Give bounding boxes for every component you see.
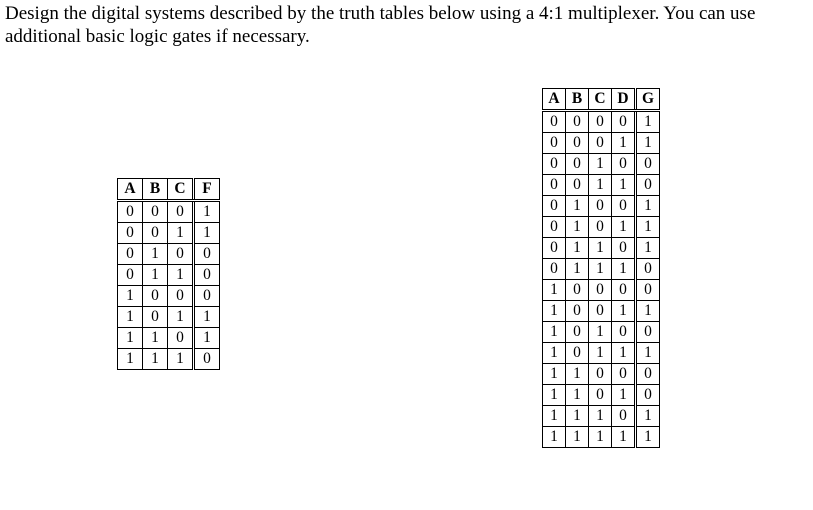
input-cell: 1 xyxy=(168,307,194,328)
truth-table-f xyxy=(117,178,220,370)
table-row xyxy=(118,244,220,265)
input-cell: 0 xyxy=(543,196,566,217)
input-cell: 0 xyxy=(566,133,589,154)
input-cell: 1 xyxy=(589,343,612,364)
input-cell: 0 xyxy=(612,238,636,259)
input-cell: 1 xyxy=(612,301,636,322)
input-cell: 0 xyxy=(543,238,566,259)
input-cell: 1 xyxy=(543,280,566,301)
input-cell: 0 xyxy=(143,201,168,223)
table-row xyxy=(118,223,220,244)
input-cell: 1 xyxy=(168,349,194,370)
input-cell: 1 xyxy=(168,265,194,286)
input-cell: 1 xyxy=(566,406,589,427)
input-cell: 0 xyxy=(543,133,566,154)
table-row xyxy=(543,343,660,364)
input-cell: 1 xyxy=(612,385,636,406)
input-cell: 0 xyxy=(566,322,589,343)
output-cell: 1 xyxy=(636,133,660,154)
table-row xyxy=(543,133,660,154)
table-row xyxy=(543,238,660,259)
input-cell: 0 xyxy=(543,111,566,133)
input-cell: 1 xyxy=(168,223,194,244)
input-cell: 0 xyxy=(589,217,612,238)
input-cell: 0 xyxy=(566,154,589,175)
input-cell: 1 xyxy=(118,328,143,349)
input-cell: 1 xyxy=(143,244,168,265)
input-cell: 1 xyxy=(566,385,589,406)
output-cell: 1 xyxy=(636,238,660,259)
input-cell: 0 xyxy=(589,301,612,322)
input-cell: 0 xyxy=(589,196,612,217)
input-cell: 0 xyxy=(589,280,612,301)
input-cell: 0 xyxy=(612,406,636,427)
input-cell: 0 xyxy=(589,133,612,154)
problem-statement: Design the digital systems described by the truth tables below using a 4:1 multiplexer. You can use additional basic logic gates if necessary. xyxy=(5,3,756,47)
input-cell: 1 xyxy=(589,175,612,196)
output-cell: 1 xyxy=(194,328,220,349)
input-cell: 1 xyxy=(566,427,589,448)
input-cell: 1 xyxy=(543,385,566,406)
output-cell: 0 xyxy=(636,175,660,196)
input-cell: 0 xyxy=(566,280,589,301)
output-cell: 0 xyxy=(636,364,660,385)
input-cell: 0 xyxy=(143,223,168,244)
input-cell: 1 xyxy=(612,427,636,448)
input-cell: 1 xyxy=(118,307,143,328)
input-cell: 1 xyxy=(143,328,168,349)
output-cell: 0 xyxy=(636,322,660,343)
input-cell: 1 xyxy=(612,259,636,280)
input-cell: 0 xyxy=(543,259,566,280)
input-cell: 0 xyxy=(118,265,143,286)
input-cell: 1 xyxy=(566,238,589,259)
output-cell: 0 xyxy=(194,265,220,286)
output-cell: 0 xyxy=(636,259,660,280)
table-row xyxy=(543,111,660,133)
column-header-c: C xyxy=(589,89,612,111)
output-cell: 1 xyxy=(636,301,660,322)
output-cell: 0 xyxy=(194,286,220,307)
output-cell: 1 xyxy=(636,217,660,238)
input-cell: 0 xyxy=(566,111,589,133)
table-row xyxy=(118,349,220,370)
input-cell: 1 xyxy=(543,343,566,364)
column-header-c: C xyxy=(168,179,194,201)
output-cell: 1 xyxy=(636,196,660,217)
input-cell: 0 xyxy=(118,223,143,244)
table-row xyxy=(543,259,660,280)
table-row xyxy=(118,201,220,223)
input-cell: 1 xyxy=(589,238,612,259)
input-cell: 1 xyxy=(589,322,612,343)
column-header-b: B xyxy=(143,179,168,201)
input-cell: 0 xyxy=(543,154,566,175)
input-cell: 0 xyxy=(566,175,589,196)
input-cell: 1 xyxy=(566,217,589,238)
input-cell: 1 xyxy=(612,217,636,238)
table-header-row xyxy=(118,179,220,201)
input-cell: 0 xyxy=(612,322,636,343)
table-row xyxy=(118,286,220,307)
output-cell: 1 xyxy=(636,427,660,448)
input-cell: 0 xyxy=(168,244,194,265)
table-row xyxy=(543,427,660,448)
input-cell: 1 xyxy=(143,265,168,286)
input-cell: 0 xyxy=(612,196,636,217)
input-cell: 0 xyxy=(543,175,566,196)
output-cell: 1 xyxy=(194,307,220,328)
input-cell: 0 xyxy=(168,286,194,307)
table-row xyxy=(118,328,220,349)
output-cell: 0 xyxy=(636,154,660,175)
column-header-a: A xyxy=(118,179,143,201)
input-cell: 0 xyxy=(612,111,636,133)
table-row xyxy=(543,301,660,322)
input-cell: 0 xyxy=(543,217,566,238)
input-cell: 0 xyxy=(612,364,636,385)
input-cell: 1 xyxy=(566,196,589,217)
output-cell: 1 xyxy=(636,111,660,133)
input-cell: 1 xyxy=(589,427,612,448)
input-cell: 1 xyxy=(566,364,589,385)
input-cell: 1 xyxy=(612,343,636,364)
table-row xyxy=(118,307,220,328)
table-row xyxy=(118,265,220,286)
input-cell: 0 xyxy=(566,301,589,322)
column-header-g: G xyxy=(636,89,660,111)
output-cell: 0 xyxy=(194,349,220,370)
input-cell: 1 xyxy=(543,301,566,322)
table-row xyxy=(543,175,660,196)
input-cell: 0 xyxy=(589,385,612,406)
table-row xyxy=(543,154,660,175)
input-cell: 0 xyxy=(118,244,143,265)
input-cell: 1 xyxy=(589,259,612,280)
input-cell: 0 xyxy=(589,111,612,133)
input-cell: 0 xyxy=(612,280,636,301)
input-cell: 1 xyxy=(566,259,589,280)
table-row xyxy=(543,322,660,343)
input-cell: 1 xyxy=(143,349,168,370)
output-cell: 0 xyxy=(194,244,220,265)
table-header-row xyxy=(543,89,660,111)
input-cell: 1 xyxy=(589,406,612,427)
input-cell: 1 xyxy=(118,286,143,307)
output-cell: 0 xyxy=(636,280,660,301)
table-row xyxy=(543,406,660,427)
input-cell: 1 xyxy=(612,175,636,196)
input-cell: 1 xyxy=(543,322,566,343)
truth-table-g xyxy=(542,88,660,448)
input-cell: 0 xyxy=(118,201,143,223)
output-cell: 1 xyxy=(636,406,660,427)
input-cell: 0 xyxy=(143,307,168,328)
table-row xyxy=(543,217,660,238)
column-header-b: B xyxy=(566,89,589,111)
input-cell: 1 xyxy=(543,364,566,385)
column-header-d: D xyxy=(612,89,636,111)
input-cell: 0 xyxy=(566,343,589,364)
output-cell: 1 xyxy=(636,343,660,364)
table-row xyxy=(543,196,660,217)
column-header-a: A xyxy=(543,89,566,111)
table-row xyxy=(543,385,660,406)
input-cell: 0 xyxy=(168,201,194,223)
input-cell: 1 xyxy=(612,133,636,154)
input-cell: 0 xyxy=(612,154,636,175)
input-cell: 1 xyxy=(543,406,566,427)
output-cell: 0 xyxy=(636,385,660,406)
input-cell: 0 xyxy=(168,328,194,349)
input-cell: 1 xyxy=(589,154,612,175)
input-cell: 0 xyxy=(143,286,168,307)
input-cell: 1 xyxy=(118,349,143,370)
output-cell: 1 xyxy=(194,223,220,244)
column-header-f: F xyxy=(194,179,220,201)
input-cell: 1 xyxy=(543,427,566,448)
output-cell: 1 xyxy=(194,201,220,223)
input-cell: 0 xyxy=(589,364,612,385)
table-row xyxy=(543,280,660,301)
table-row xyxy=(543,364,660,385)
